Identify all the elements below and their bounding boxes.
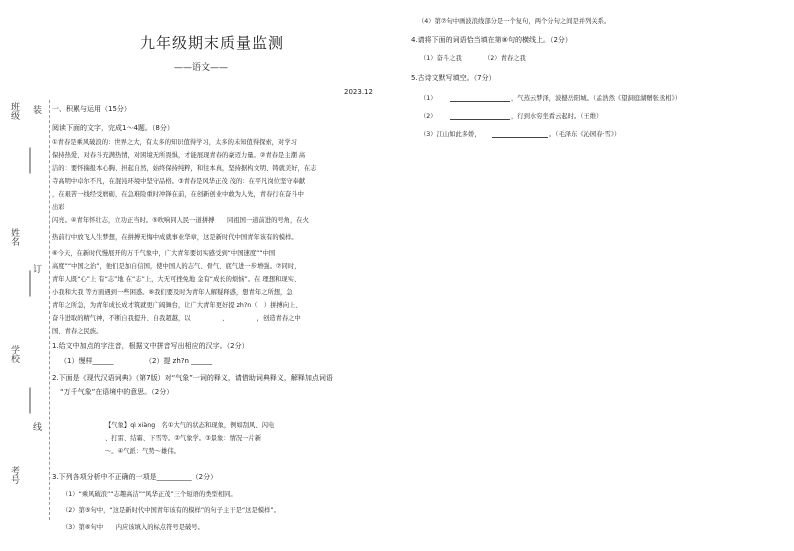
name-label: 姓名	[9, 228, 19, 246]
question-3-option-3: （3）第⑥句中 内应该填入的标点符号是破号。	[62, 524, 204, 531]
question-1: 1.给文中加点的字注音，根据文中拼音写出相应的汉字。（2分）	[52, 342, 249, 350]
passage-line: 出彩	[52, 204, 65, 211]
question-2-line-2: “万千气象”在语境中的意思。（2分）	[60, 388, 174, 396]
binding-mark-zhuang: 装	[33, 106, 43, 116]
question-3-option-1: （1）“乘风破浪”“志趣高洁”“风华正茂”三个短语的类型相同。	[62, 491, 237, 498]
section-heading: 一、积累与运用（15分）	[52, 105, 131, 113]
page-title: 九年级期末质量监测	[140, 34, 285, 52]
page-subtitle: ——语文——	[174, 63, 229, 73]
passage-line: 保持热爱、对春斗充满热情，对困境无所畏惧，才能展现青春的豪迈力量。②青春是主潮 高	[52, 152, 306, 159]
question-5-item-2-num: （2）	[420, 113, 437, 120]
dictionary-line: 、打雷、结霜、下雪等。②气象学。③景象：情况一片新	[105, 435, 262, 442]
question-3: 3.下列各项分析中不正确的一项是__________（2分）	[52, 473, 218, 481]
passage-line: 寺高明中卓尔不凡，在混沌环境中坚守品格。③青春是风华正茂 茂的：在平凡岗位坚守奉献	[52, 178, 306, 185]
exam-date: 2023.12	[344, 88, 373, 96]
question-5-item-1-num: （1）	[420, 95, 437, 102]
dictionary-line: 【气象】qì xiàng 名①大气的状态和现象，例如刮风、闪电	[105, 422, 275, 429]
exam-number-label: 考号	[9, 466, 19, 484]
question-5-item-3-text: 。（毛泽东《沁园春·雪》）	[549, 131, 621, 138]
question-4: 4.请将下面的词语恰当填在第⑧句的横线上。（2分）	[411, 36, 572, 44]
class-label: 班级	[9, 102, 19, 120]
question-2: 2.下面是《现代汉语词典》（第7版）对“气象”一词的释义，请借助词典释义，解释加点词语	[52, 374, 333, 382]
passage-line: 热前行中放飞人生梦想，在拼搏无悔中成就事业华章，这是新时代中国青年该有的模样。	[52, 234, 298, 241]
question-1-item-1[interactable]: （1）慢样______	[60, 357, 114, 365]
question-5-blank-3[interactable]	[492, 137, 548, 138]
name-blank[interactable]	[30, 271, 31, 297]
passage-line: ①青春是乘风破浪的：世界之大，有太多的知识值得学习，太多的未知值得探索，对学习	[52, 139, 297, 146]
passage-line: ⑥今天，在新时代慢展开的万千气象中，广大青年要切实感受到“中国速度”“中国	[52, 250, 276, 257]
passage-line: 小我和大我 等方面遇到一些困惑。⑧我们要及时为青年人解疑释惑，想青年之所想，急	[52, 289, 293, 296]
binding-mark-xian: 线	[33, 423, 43, 433]
question-5-blank-2[interactable]	[450, 119, 510, 120]
question-3-option-4: （4）第⑦句中画波浪线部分是一个复句，两个分句之间是并列关系。	[418, 18, 611, 25]
passage-line: 闪亮。④青年怀壮志，立功正当时。⑤吹响同人民一道拼搏 同祖国一道前进的号角，在火	[52, 217, 309, 224]
class-blank[interactable]	[30, 148, 31, 174]
dictionary-entry	[105, 421, 345, 459]
binding-dashed-line	[49, 100, 50, 520]
passage-line: 国、青春之民族。	[52, 328, 103, 335]
question-4-item-2: （2）青春之我	[484, 55, 526, 62]
reading-instruction: 阅读下面的文字，完成1～4题。（8分）	[52, 124, 174, 132]
passage-line: ，在艰苦一线经受磨砺，在急难险重时冲锋在前，在创新创业中敢为人先，青春行在奋斗中	[52, 191, 304, 198]
passage-line: 青年之所急，为青年成长成才筑就更广阔舞台，让广大青年更好提 zh?n（ ）拼搏向上、	[52, 302, 302, 309]
question-5-item-1-text: ，气蒸云梦泽，波撼岳阳城。（孟浩然《望洞庭湖赠张丞相》）	[511, 95, 682, 102]
passage-line: 奋斗进取的精气神，不断自我提升、自我超越，以 、 ，创造青春之中	[52, 315, 301, 322]
passage-line: 青年人既“心”上 有“志”地 在“志”上，大无可挫免地 金有“成长的烦恼”。在 理想和现实、	[52, 276, 301, 283]
question-5-blank-1[interactable]	[450, 101, 510, 102]
passage-line: 洁的：要怀揣报本心胸、担起自然，始终保持纯粹，和往本真，坚持据构文明、铸就美好，在志	[52, 165, 317, 172]
question-5: 5.古诗文默写填空。（7分）	[411, 74, 496, 82]
question-3-option-2: （2）第⑤句中，“这是新时代中国青年该有的模样”的句子主干是“这是模样”。	[62, 507, 280, 514]
question-5-item-3-num: （3）江山如此多娇，	[420, 131, 481, 138]
passage-line: 高度”“中国之治”，他们是加自信国，使中国人的志气、骨气、底气进一步增强。⑦同时，	[52, 263, 301, 270]
dictionary-line: ～。④气派：气势～雄伟。	[105, 448, 180, 455]
question-4-item-1: （1）奋斗之我	[420, 55, 462, 62]
question-5-item-2-text: ，行到水穷坐看云起时。（王维）	[511, 113, 603, 120]
school-blank[interactable]	[30, 388, 31, 414]
school-label: 学校	[9, 345, 19, 363]
question-1-item-2[interactable]: （2）提 zh?n ______	[145, 357, 213, 365]
binding-mark-ding: 订	[33, 265, 43, 275]
